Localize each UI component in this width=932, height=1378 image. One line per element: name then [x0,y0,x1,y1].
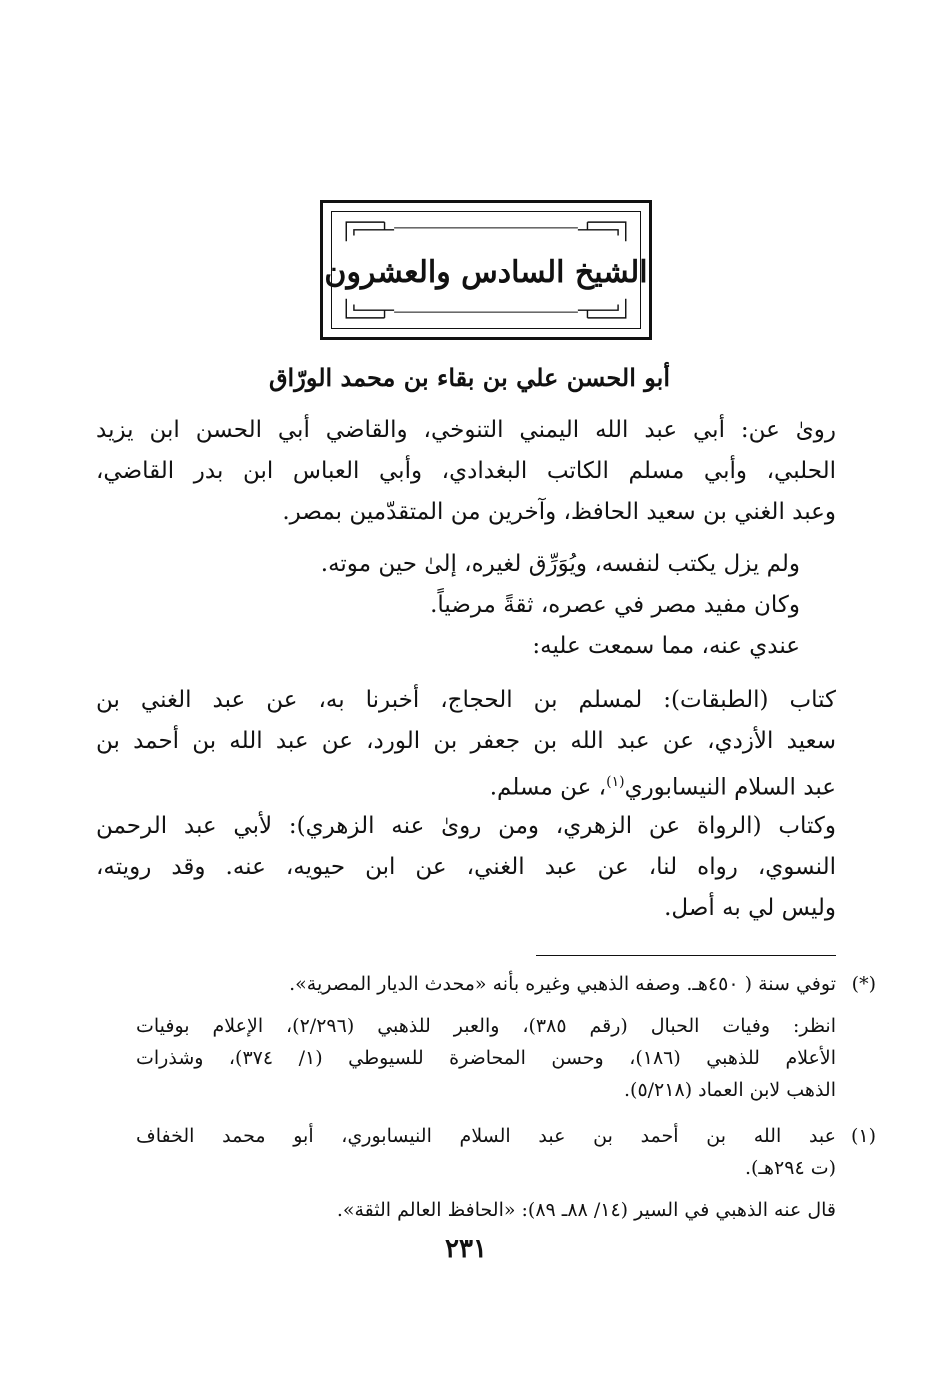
paragraph-tabaqat [96,680,836,809]
text-line: كتاب (الطبقات): لمسلم بن الحجاج، أخبرنا به، عن عبد الغني بن [96,687,836,713]
chapter-title: الشيخ السادس والعشرون [324,255,648,290]
footnote-line: الأعلام للذهبي (١٨٦)، وحسن المحاضرة للسيوطي (١/ ٣٧٤)، وشذرات [136,1047,836,1069]
footnote-mark: (١) [850,1125,876,1147]
footnote-line: توفي سنة ( ٤٥٠هـ. وصفه الذهبي وغيره بأنه «محدث الديار المصرية». [289,973,836,995]
chapter-title-frame [320,200,652,340]
text-line: وعبد الغني بن سعيد الحافظ، وآخرين من المتقدّمين بمصر. [282,499,836,525]
text-line: سعيد الأزدي، عن عبد الله بن جعفر بن الورد، عن عبد الله بن أحمد بن [96,728,836,754]
text-line: وكان مفيد مصر في عصره، ثقةً مرضياً. [430,592,800,618]
paragraph-biography [96,544,836,667]
text-line: ولم يزل يكتب لنفسه، ويُوَرِّق لغيره، إلىٰ حين موته. [320,551,800,577]
footnote-line: الذهب لابن العماد (٥/٢١٨). [624,1079,836,1101]
footnote-line: انظر: وفيات الحبال (رقم ٣٨٥)، والعبر للذهبي (٢/٢٩٦)، الإعلام بوفيات [136,1015,837,1037]
text-line: الحلبي، وأبي مسلم الكاتب البغدادي، وأبي العباس ابن بدر القاضي، [96,458,836,484]
text-line: وليس لي به أصل. [664,895,836,921]
text-line [96,762,836,809]
text-line: روىٰ عن: أبي عبد الله اليمني التنوخي، والقاضي أبي الحسن ابن يزيد [96,417,836,443]
footnote-line: قال عنه الذهبي في السير (١٤/ ٨٨ـ ٨٩): «الحافظ العالم الثقة». [336,1199,836,1221]
footnote-line: عبد الله بن أحمد بن عبد السلام النيسابوري، أبو محمد الخفاف [136,1125,836,1147]
footnote-ref-1[interactable]: (١) [606,774,625,790]
footnote-1 [136,1120,876,1226]
paragraph-narrated-from [96,410,836,533]
text-line: عندي عنه، مما سمعت عليه: [532,633,800,659]
text-line: النسوي، رواه لنا، عن عبد الغني، عن ابن حيويه، عنه. وقد رويته، [96,854,836,880]
paragraph-ruwat [96,806,836,929]
footnote-divider [536,955,836,956]
footnote-mark: (*) [851,973,876,995]
sheikh-name: أبو الحسن علي بن بقاء بن محمد الورّاق [268,363,670,392]
footnote-line: (ت ٢٩٤هـ). [744,1157,836,1179]
text-line: وكتاب (الرواة عن الزهري، ومن روىٰ عنه الزهري): لأبي عبد الرحمن [96,813,836,839]
page-number: ٢٣١ [445,1234,487,1264]
footnote-star [136,968,876,1106]
text-fragment: عبد السلام النيسابوري [624,774,836,801]
text-fragment: ، عن مسلم. [489,774,607,801]
